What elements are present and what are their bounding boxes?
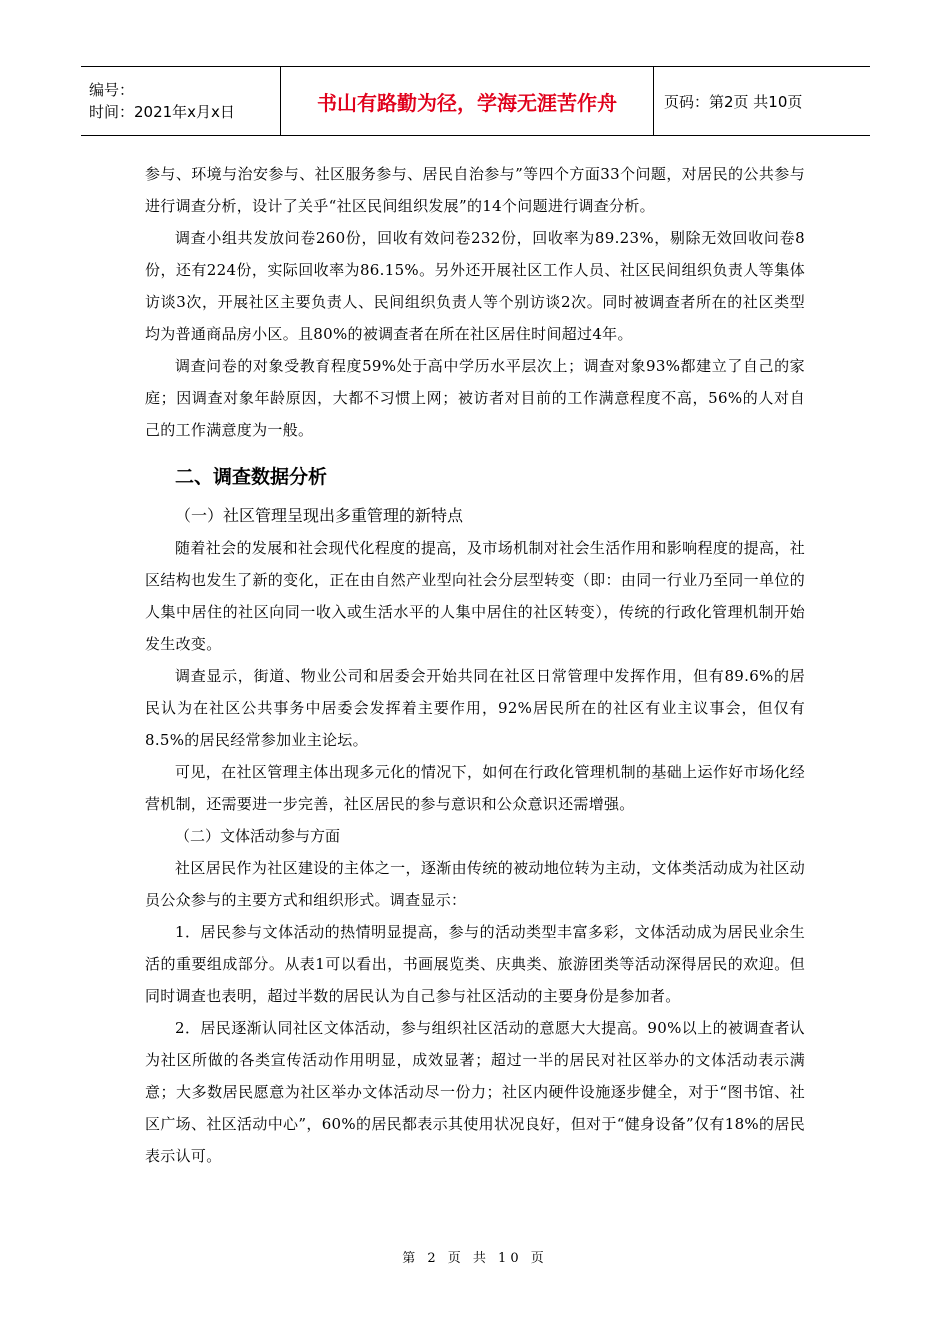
page-header [81, 66, 870, 136]
subsection-heading: （二）文体活动参与方面 [175, 827, 341, 845]
paragraph: 社区居民作为社区建设的主体之一，逐渐由传统的被动地位转为主动，文体类活动成为社区动员公众参与的主要方式和组织形式。调查显示： [145, 859, 805, 909]
number-label: 编号： [89, 81, 135, 99]
motto-text: 书山有路勤为径，学海无涯苦作舟 [317, 90, 617, 115]
paragraph: 2．居民逐渐认同社区文体活动，参与组织社区活动的意愿大大提高。90%以上的被调查者认为社区所做的各类宣传活动作用明显，成效显著；超过一半的居民对社区举办的文体活动表示满意；大多数居民愿意为社区举办文体活动尽一份力；社区内硬件设施逐步健全，对于“图书馆、社区广场、社区活动中心”，60%的居民都表示其使用状况良好，但对于“健身设备”仅有18%的居民表示认可。 [145, 1019, 805, 1165]
subsection-heading: （一）社区管理呈现出多重管理的新特点 [175, 506, 464, 525]
paragraph: 调查小组共发放问卷260份，回收有效问卷232份，回收率为89.23%，剔除无效回收问卷8份，还有224份，实际回收率为86.15%。另外还开展社区工作人员、社区民间组织负责人等集体访谈3次，开展社区主要负责人、民间组织负责人等个别访谈2次。同时被调查者所在的社区类型均为普通商品房小区。且80%的被调查者在所在社区居住时间超过4年。 [145, 229, 805, 343]
header-meta [81, 67, 281, 135]
paragraph: 调查显示，街道、物业公司和居委会开始共同在社区日常管理中发挥作用，但有89.6%的居民认为在社区公共事务中居委会发挥着主要作用，92%居民所在的社区有业主议事会，但仅有8.5%的居民经常参加业主论坛。 [145, 667, 805, 749]
page-footer [0, 1247, 950, 1266]
section-heading: 二、调查数据分析 [175, 466, 328, 488]
page-info-text: 页码：第2页 共10页 [664, 92, 803, 111]
footer-page-number: 第 2 页 共 10 页 [402, 1251, 548, 1266]
paragraph: 可见，在社区管理主体出现多元化的情况下，如何在行政化管理机制的基础上运作好市场化经营机制，还需要进一步完善，社区居民的参与意识和公众意识还需增强。 [145, 763, 805, 813]
paragraph: 调查问卷的对象受教育程度59%处于高中学历水平层次上；调查对象93%都建立了自己的家庭；因调查对象年龄原因，大都不习惯上网；被访者对目前的工作满意程度不高，56%的人对自己的工作满意度为一般。 [145, 357, 805, 439]
document-body [145, 158, 805, 1172]
header-motto [281, 67, 654, 135]
paragraph: 1．居民参与文体活动的热情明显提高，参与的活动类型丰富多彩，文体活动成为居民业余生活的重要组成部分。从表1可以看出，书画展览类、庆典类、旅游团类等活动深得居民的欢迎。但同时调查也表明，超过半数的居民认为自己参与社区活动的主要身份是参加者。 [145, 923, 805, 1005]
time-label: 时间：2021年x月x日 [89, 103, 235, 121]
header-page-info [654, 67, 870, 135]
paragraph: 随着社会的发展和社会现代化程度的提高，及市场机制对社会生活作用和影响程度的提高，社区结构也发生了新的变化，正在由自然产业型向社会分层型转变（即：由同一行业乃至同一单位的人集中居住的社区向同一收入或生活水平的人集中居住的社区转变），传统的行政化管理机制开始发生改变。 [145, 539, 805, 653]
paragraph: 参与、环境与治安参与、社区服务参与、居民自治参与”等四个方面33个问题，对居民的公共参与进行调查分析，设计了关乎“社区民间组织发展”的14个问题进行调查分析。 [145, 165, 805, 215]
